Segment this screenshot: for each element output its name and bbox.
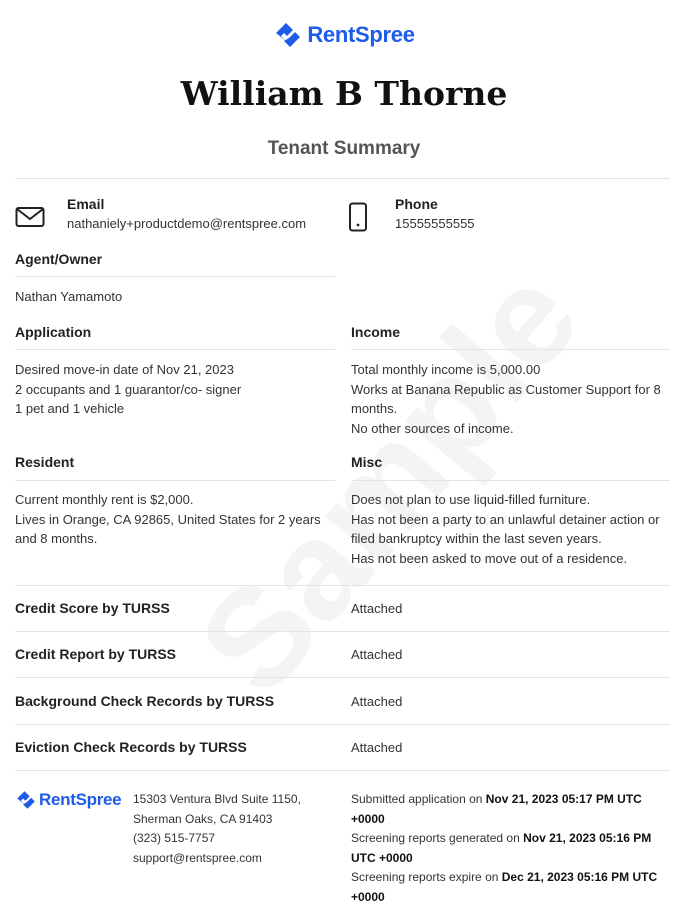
email-value[interactable]: nathaniely+productdemo@rentspree.com	[67, 216, 307, 231]
income-section-title: Income	[351, 324, 401, 340]
envelope-icon	[15, 202, 45, 232]
income-line: No other sources of income.	[351, 420, 514, 436]
report-label: Credit Score by TURSS	[15, 600, 170, 616]
report-status[interactable]: Attached	[351, 601, 403, 616]
brand-name: RentSpree	[39, 790, 122, 809]
report-label: Eviction Check Records by TURSS	[15, 739, 247, 755]
application-line: 2 occupants and 1 guarantor/co- signer	[15, 381, 242, 397]
page-subtitle: Tenant Summary	[267, 138, 421, 159]
resident-section-title: Resident	[15, 454, 75, 470]
tenant-name: William B Thorne	[180, 74, 508, 113]
divider	[15, 178, 670, 179]
misc-line: Has not been asked to move out of a residence.	[351, 550, 628, 566]
misc-section-title: Misc	[351, 454, 383, 470]
resident-line: Lives in Orange, CA 92865, United States for 2 years and 8 months.	[15, 511, 321, 546]
generated-label: Screening reports generated on	[351, 831, 524, 845]
phone-label: Phone	[395, 196, 438, 212]
company-address	[133, 790, 301, 868]
generated-date-line	[351, 829, 671, 868]
expire-date: Dec 21, 2023 05:16 PM UTC +0000	[351, 870, 658, 904]
generated-date: Nov 21, 2023 05:16 PM UTC +0000	[351, 831, 652, 865]
phone-contact	[343, 196, 475, 232]
submitted-date-line	[351, 790, 671, 829]
mobile-phone-icon	[343, 202, 373, 232]
rentspree-logo-icon	[273, 20, 303, 50]
expire-date-line	[351, 868, 671, 906]
divider	[15, 631, 670, 632]
resident-details	[15, 490, 330, 549]
rentspree-logo	[0, 20, 688, 50]
divider	[15, 677, 670, 678]
divider	[351, 349, 670, 350]
agent-name: Nathan Yamamoto	[15, 289, 123, 304]
email-contact	[15, 196, 306, 232]
company-phone[interactable]: (323) 515-7757	[133, 831, 216, 845]
divider	[15, 770, 670, 771]
income-line: Works at Banana Republic as Customer Support for 8 months.	[351, 381, 661, 416]
income-line: Total monthly income is 5,000.00	[351, 362, 541, 377]
divider	[15, 276, 335, 277]
report-status[interactable]: Attached	[351, 740, 403, 755]
submitted-label: Submitted application on	[351, 792, 486, 806]
divider	[15, 480, 335, 481]
expire-label: Screening reports expire on	[351, 870, 502, 884]
misc-line: Does not plan to use liquid-filled furniture.	[351, 492, 591, 507]
email-label: Email	[67, 196, 105, 212]
divider	[15, 585, 670, 586]
application-details	[15, 360, 335, 419]
address-line: 15303 Ventura Blvd Suite 1150,	[133, 792, 301, 806]
misc-line: Has not been a party to an unlawful detainer action or filed bankruptcy within the last seven years.	[351, 511, 660, 546]
resident-line: Current monthly rent is $2,000.	[15, 492, 194, 507]
agent-section-title: Agent/Owner	[15, 251, 103, 267]
report-status[interactable]: Attached	[351, 694, 403, 709]
support-email[interactable]: support@rentspree.com	[133, 850, 262, 865]
submitted-date: Nov 21, 2023 05:17 PM UTC +0000	[351, 792, 642, 826]
application-line: 1 pet and 1 vehicle	[15, 401, 125, 416]
income-details	[351, 360, 673, 438]
brand-name: RentSpree	[307, 22, 415, 47]
divider	[351, 480, 670, 481]
divider	[15, 349, 335, 350]
report-label: Background Check Records by TURSS	[15, 693, 275, 709]
address-line: Sherman Oaks, CA 91403	[133, 811, 273, 826]
rentspree-logo-icon	[15, 789, 37, 811]
report-status[interactable]: Attached	[351, 647, 403, 662]
misc-details	[351, 490, 673, 568]
divider	[15, 724, 670, 725]
application-section-title: Application	[15, 324, 92, 340]
phone-value[interactable]: 15555555555	[395, 216, 475, 231]
application-line: Desired move-in date of Nov 21, 2023	[15, 362, 234, 377]
screening-dates	[351, 790, 671, 906]
footer-rentspree-logo	[15, 789, 121, 811]
report-label: Credit Report by TURSS	[15, 646, 177, 662]
